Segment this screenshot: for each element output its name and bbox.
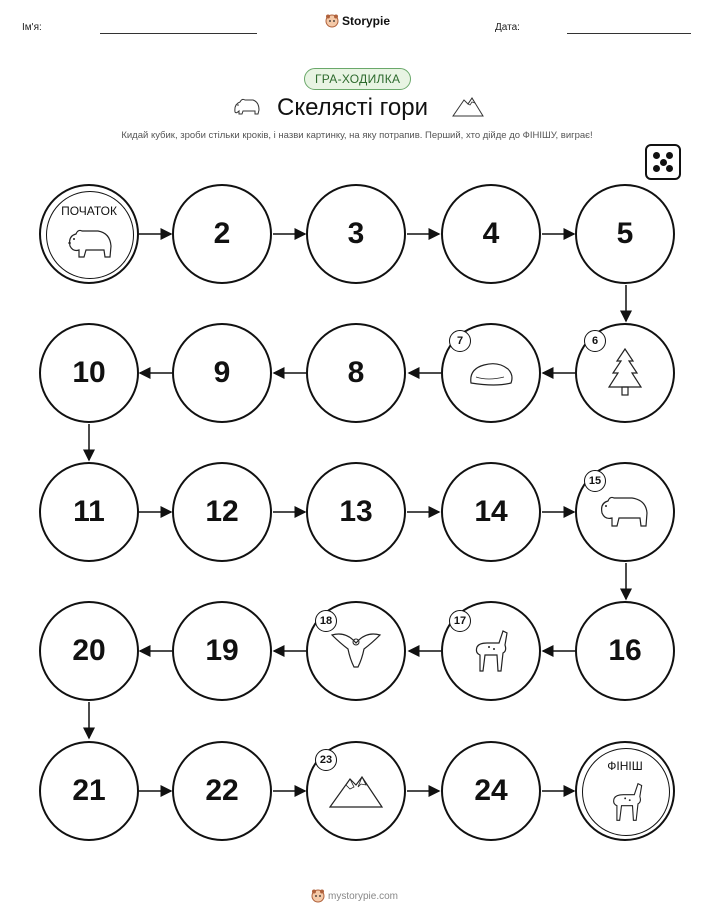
mountain-icon: [328, 771, 384, 811]
board-cell-20: [39, 601, 139, 701]
board-cell-9: [172, 323, 272, 423]
cell-number: 13: [339, 495, 373, 528]
deer-icon: [605, 777, 649, 827]
board-cell-11: [39, 462, 139, 562]
board-cell-start: [39, 184, 139, 284]
board-cell-10: [39, 323, 139, 423]
cell-number-badge: 23: [315, 749, 337, 771]
cell-number: 3: [347, 217, 365, 250]
board-cell-4: [441, 184, 541, 284]
finish-label: ФІНІШ: [607, 759, 643, 773]
date-label: Дата:: [495, 22, 520, 33]
board-cell-13: [306, 462, 406, 562]
board-cell-16: [575, 601, 675, 701]
bear-icon: [598, 491, 652, 533]
brand-name: Storypie: [342, 14, 391, 28]
rock-icon: [466, 355, 516, 391]
board-cell-12: [172, 462, 272, 562]
cell-number-badge: 15: [584, 470, 606, 492]
cell-number: 16: [608, 634, 642, 667]
cell-number: 5: [616, 217, 634, 250]
cell-number: 9: [213, 356, 231, 389]
board-cell-22: [172, 741, 272, 841]
cell-number: 12: [205, 495, 239, 528]
board-cell-21: [39, 741, 139, 841]
footer: [311, 889, 398, 903]
cell-number: 21: [72, 774, 106, 807]
name-label: Ім'я:: [22, 22, 42, 33]
cell-number: 19: [205, 634, 239, 667]
board-cell-finish: [575, 741, 675, 841]
cell-number: 2: [213, 217, 231, 250]
board-cell-2: [172, 184, 272, 284]
board-cell-5: [575, 184, 675, 284]
footer-url[interactable]: mystorypie.com: [328, 890, 399, 902]
cell-number: 24: [474, 774, 508, 807]
board-cell-14: [441, 462, 541, 562]
board-cell-19: [172, 601, 272, 701]
pine-tree-icon: [605, 347, 645, 399]
bear-icon: [66, 224, 116, 264]
page-title: Скелясті гори: [277, 94, 428, 121]
board-cell-8: [306, 323, 406, 423]
cell-number: 11: [73, 495, 105, 528]
cell-number: 8: [347, 356, 365, 389]
board-cell-3: [306, 184, 406, 284]
cell-number: 10: [72, 356, 106, 389]
board-cell-24: [441, 741, 541, 841]
cell-number: 14: [474, 495, 508, 528]
deer-icon: [467, 625, 515, 677]
cell-number-badge: 6: [584, 330, 606, 352]
cell-number: 20: [72, 634, 106, 667]
start-label: ПОЧАТОК: [61, 204, 117, 218]
instructions: Кидай кубик, зроби стільки кроків, і назви картинку, на яку потрапив. Перший, хто дійде до ФІНІШУ, виграє!: [121, 130, 593, 141]
cell-number: 22: [205, 774, 239, 807]
cell-number-badge: 7: [449, 330, 471, 352]
cell-number-badge: 18: [315, 610, 337, 632]
cell-number-badge: 17: [449, 610, 471, 632]
game-type-badge: ГРА-ХОДИЛКА: [304, 68, 411, 90]
eagle-icon: [328, 629, 384, 673]
cell-number: 4: [482, 217, 500, 250]
storypie-mascot-icon: [311, 889, 325, 903]
